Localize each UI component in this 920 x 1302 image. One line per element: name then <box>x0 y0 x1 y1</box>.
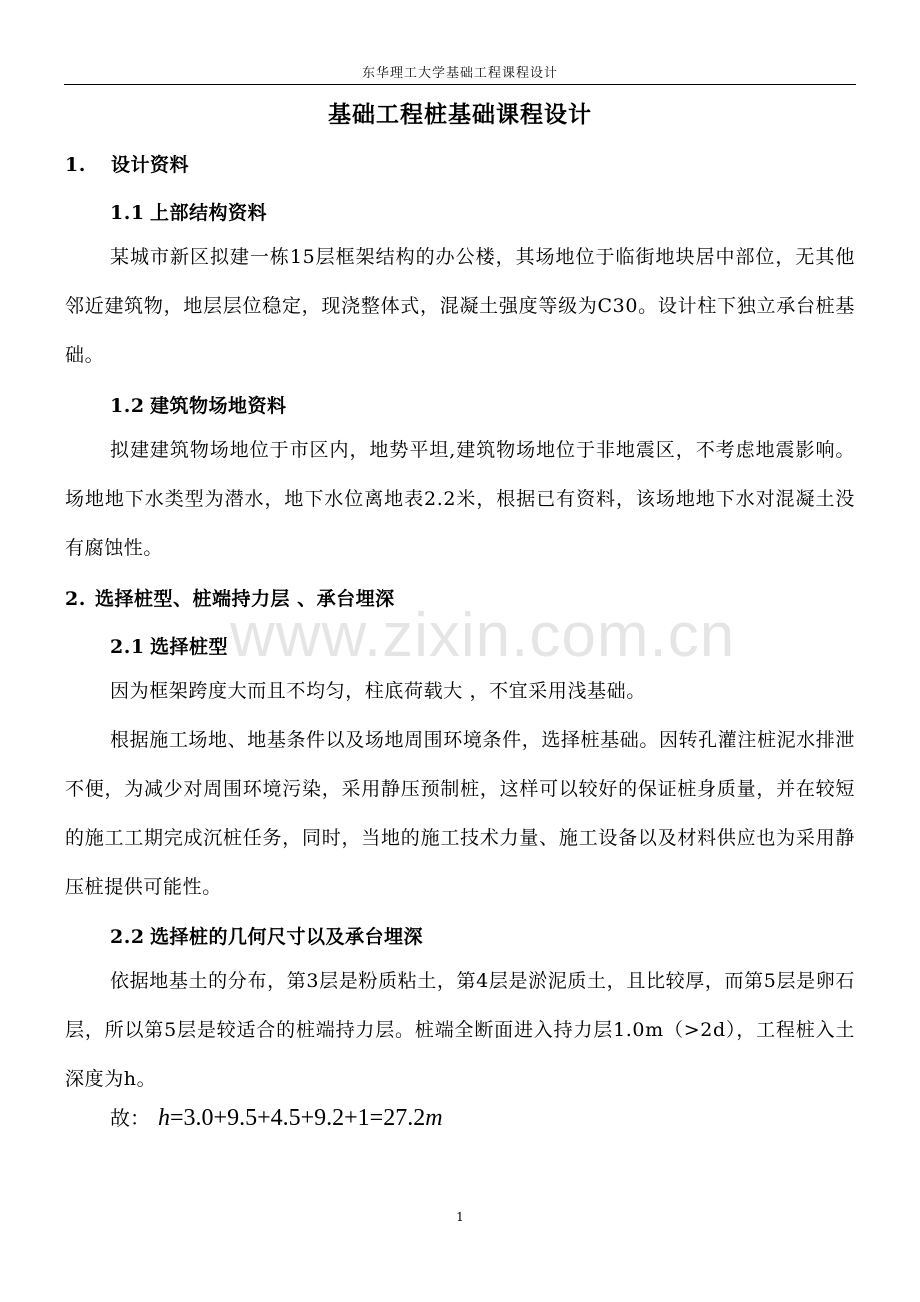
section-1-heading <box>65 150 189 177</box>
section-label: 选择桩型、桩端持力层 、承台埋深 <box>95 588 395 610</box>
running-header: 东华理工大学基础工程课程设计 <box>361 66 558 81</box>
section-number: 2.2 <box>110 926 145 948</box>
section-2-2-heading <box>110 922 423 949</box>
section-number: 2.1 <box>110 636 145 658</box>
section-number: 1.2 <box>110 395 145 417</box>
formula-line <box>110 1102 443 1132</box>
header-divider <box>64 84 856 85</box>
section-1-1-heading <box>110 198 267 225</box>
section-label: 设计资料 <box>111 154 190 176</box>
depth-formula <box>158 1105 443 1131</box>
paragraph-pile-type-a: 因为框架跨度大而且不均匀，柱底荷载大 ，不宜采用浅基础。 <box>110 680 646 702</box>
section-label: 上部结构资料 <box>150 202 268 224</box>
page-number: 1 <box>456 1210 464 1224</box>
paragraph-pile-geometry: 依据地基土的分布，第3层是粉质粘土，第4层是淤泥质土，且比较厚，而第5层是卵石层，所以第5层是较适合的桩端持力层。桩端全断面进入持力层1.0m（>2d），工程桩入土深度为h。 <box>65 970 855 1090</box>
section-label: 建筑物场地资料 <box>150 395 287 417</box>
formula-prefix: 故： <box>110 1106 150 1130</box>
paragraph-upper-structure: 某城市新区拟建一栋15层框架结构的办公楼，其场地位于临街地块居中部位，无其他邻近建筑物，地层层位稳定，现浇整体式，混凝土强度等级为C30。设计柱下独立承台桩基础。 <box>65 246 855 366</box>
formula-expression: =3.0+9.5+4.5+9.2+1=27.2 <box>170 1105 426 1131</box>
section-label: 选择桩的几何尺寸以及承台埋深 <box>150 926 424 948</box>
section-1-2-heading <box>110 391 287 418</box>
paragraph-pile-type-b: 根据施工场地、地基条件以及场地周围环境条件，选择桩基础。因转孔灌注桩泥水排泄不便，为减少对周围环境污染，采用静压预制桩，这样可以较好的保证桩身质量，并在较短的施工工期完成沉桩任务，同时，当地的施工技术力量、施工设备以及材料供应也为采用静压桩提供可能性。 <box>65 729 855 898</box>
document-title: 基础工程桩基础课程设计 <box>328 101 592 128</box>
section-number: 1. <box>65 154 86 176</box>
section-label: 选择桩型 <box>150 636 229 658</box>
section-number: 1.1 <box>110 202 145 224</box>
section-2-1-heading <box>110 632 228 659</box>
watermark: www.zixin.com.cn <box>230 601 736 670</box>
formula-variable: h <box>158 1105 170 1131</box>
paragraph-site-info: 拟建建筑物场地位于市区内，地势平坦,建筑物场地位于非地震区，不考虑地震影响。 场地地下水类型为潜水，地下水位离地表2.2米，根据已有资料，该场地地下水对混凝土没有腐蚀性。 <box>65 439 855 559</box>
formula-unit: m <box>425 1105 443 1131</box>
section-number: 2. <box>65 588 86 610</box>
